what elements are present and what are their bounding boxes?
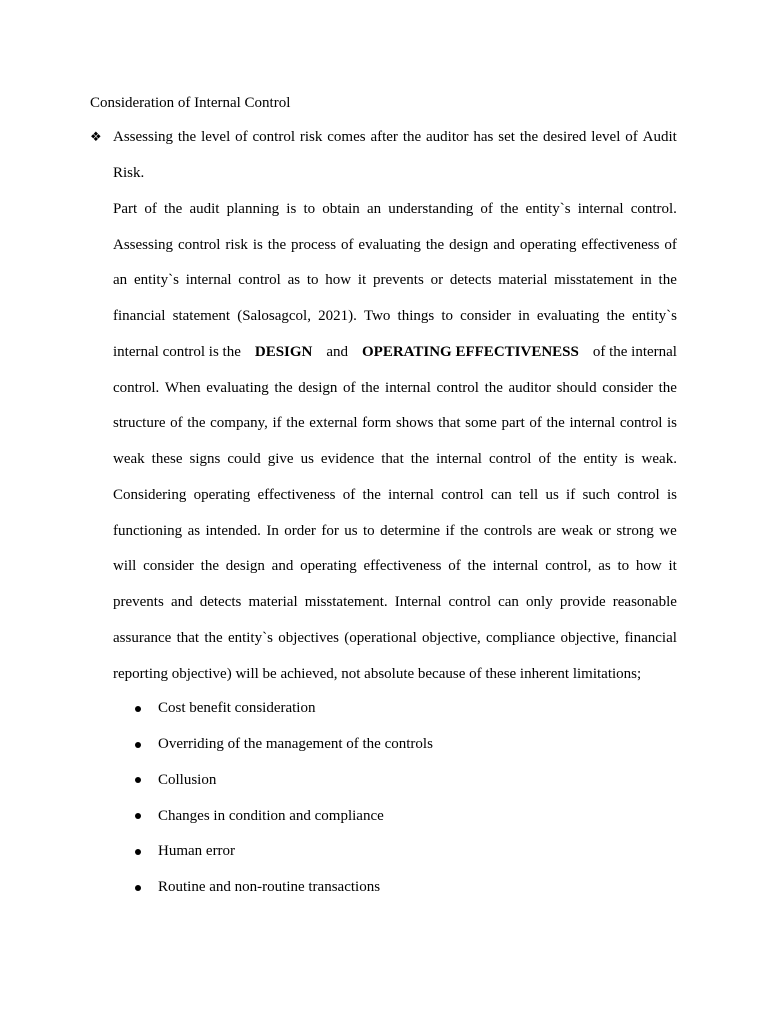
- word: that: [176, 629, 200, 646]
- word: operating: [300, 558, 357, 575]
- paragraph-line: [113, 370, 677, 406]
- word: process: [291, 236, 337, 253]
- paragraph-line: [113, 192, 677, 228]
- word: is: [252, 236, 263, 253]
- word: weak.: [641, 451, 677, 468]
- word: effectiveness: [257, 486, 336, 503]
- word: of: [235, 129, 248, 146]
- bold-emphasis-line: [113, 335, 677, 371]
- word: (operational: [344, 629, 417, 646]
- word: internal: [385, 379, 431, 396]
- word: Assessing: [113, 129, 174, 146]
- word: design: [449, 236, 489, 253]
- word: we: [659, 522, 677, 539]
- word: of: [664, 236, 677, 253]
- word: give: [267, 451, 294, 468]
- word: design: [225, 558, 265, 575]
- word: are: [537, 522, 556, 539]
- word: financial: [113, 308, 166, 325]
- word: the: [658, 272, 677, 289]
- list-item-text: Collusion: [158, 771, 217, 788]
- word: control: [448, 594, 491, 611]
- word: as: [598, 558, 611, 575]
- word: the: [410, 451, 430, 468]
- word: an: [366, 200, 382, 217]
- paragraph-line: [113, 513, 677, 549]
- word: the: [267, 236, 287, 253]
- paragraph-line: [113, 549, 677, 585]
- list-item: [113, 798, 633, 834]
- list-item-text: Cost benefit consideration: [158, 700, 316, 717]
- word: of: [170, 415, 183, 432]
- word: to: [303, 200, 316, 217]
- word: internal: [388, 486, 434, 503]
- word: or: [430, 272, 444, 289]
- bold-line-middle: and: [326, 343, 349, 360]
- word: reasonable: [612, 594, 677, 611]
- diamond-bullet-icon: ❖: [90, 130, 102, 145]
- word: material: [248, 594, 298, 611]
- word: could: [227, 451, 261, 468]
- word: consider: [460, 308, 511, 325]
- list-item: [113, 763, 633, 799]
- word: of: [144, 200, 157, 217]
- word: the: [177, 129, 197, 146]
- paragraph-line: [113, 227, 677, 263]
- word: Part: [113, 200, 138, 217]
- word: the: [187, 415, 206, 432]
- word: for: [321, 522, 339, 539]
- word: auditor: [426, 129, 469, 146]
- word: set: [498, 129, 515, 146]
- word: intended.: [205, 522, 261, 539]
- word: entity`s: [525, 200, 571, 217]
- word: risk: [299, 129, 323, 146]
- word: internal: [436, 451, 482, 468]
- word: it: [668, 558, 677, 575]
- paragraph-line: [113, 299, 677, 335]
- word: such: [582, 486, 610, 503]
- paragraph-line: [113, 263, 677, 299]
- word: to: [306, 272, 319, 289]
- word: the: [606, 308, 625, 325]
- word: In: [266, 522, 279, 539]
- word: the: [484, 379, 503, 396]
- word: entity: [583, 451, 618, 468]
- word: financial: [624, 629, 677, 646]
- word: the: [425, 236, 445, 253]
- bullet-dot-icon: [135, 849, 141, 855]
- paragraph-line: [113, 442, 677, 478]
- word: has: [473, 129, 494, 146]
- bullet-dot-icon: [135, 777, 141, 783]
- word: control: [238, 272, 281, 289]
- word: the: [163, 200, 183, 217]
- word: (Salosagcol,: [237, 308, 311, 325]
- paragraph-last-line: [113, 656, 677, 692]
- word: level: [591, 129, 621, 146]
- word: misstatement: [554, 272, 634, 289]
- word: control.: [113, 379, 160, 396]
- word: the: [402, 129, 422, 146]
- word: control: [252, 129, 295, 146]
- word: objectives: [278, 629, 340, 646]
- word: weak: [113, 451, 145, 468]
- word: desired: [543, 129, 587, 146]
- word: design: [298, 379, 338, 396]
- word: understanding: [388, 200, 474, 217]
- list-item-text: Overriding of the management of the controls: [158, 736, 433, 753]
- paragraph-line: [113, 585, 677, 621]
- word: tell: [519, 486, 539, 503]
- word: effectiveness: [363, 558, 442, 575]
- list-item: [113, 691, 633, 727]
- bold-line-after: of the internal: [592, 343, 677, 360]
- word: detects: [449, 272, 492, 289]
- list-item-text: Changes in condition and compliance: [158, 807, 384, 824]
- word: as: [287, 272, 301, 289]
- bullet-dot-icon: [135, 706, 141, 712]
- word: that: [438, 415, 461, 432]
- word: can: [498, 594, 519, 611]
- word: strong: [616, 522, 654, 539]
- word: of: [480, 200, 493, 217]
- word: after: [370, 129, 398, 146]
- word: the: [519, 129, 539, 146]
- word: is: [666, 486, 677, 503]
- word: planning: [226, 200, 280, 217]
- word: in: [640, 272, 652, 289]
- word: internal: [492, 558, 539, 575]
- word: control: [619, 415, 663, 432]
- word: When: [164, 379, 201, 396]
- word: the: [460, 522, 479, 539]
- word: how: [325, 272, 352, 289]
- word: Audit: [642, 129, 677, 146]
- word: risk: [225, 236, 248, 253]
- word: is: [624, 451, 635, 468]
- word: control: [617, 486, 660, 503]
- word: control: [177, 236, 221, 253]
- word: control,: [545, 558, 592, 575]
- bullet-dot-icon: [135, 885, 141, 891]
- word: form: [362, 415, 392, 432]
- word: compliance: [486, 629, 556, 646]
- bullet-dot-icon: [135, 742, 141, 748]
- limitations-list: [113, 691, 633, 906]
- word: structure: [113, 415, 166, 432]
- intro-line-2: [113, 156, 677, 192]
- word: misstatement.: [304, 594, 388, 611]
- word: in: [518, 308, 530, 325]
- word: the: [500, 200, 519, 217]
- word: 2021).: [318, 308, 357, 325]
- word: controls: [483, 522, 533, 539]
- word: Assessing: [113, 236, 174, 253]
- word: control: [488, 451, 532, 468]
- word: the: [546, 415, 565, 432]
- word: functioning: [113, 522, 183, 539]
- word: how: [635, 558, 662, 575]
- list-item: [113, 834, 633, 870]
- operating-effectiveness-bold-text: OPERATING EFFECTIVENESS: [362, 343, 579, 360]
- word: of: [625, 129, 638, 146]
- word: Two: [363, 308, 391, 325]
- word: audit: [189, 200, 220, 217]
- word: and: [493, 236, 515, 253]
- word: and: [170, 594, 193, 611]
- word: things: [397, 308, 435, 325]
- word: control: [436, 379, 479, 396]
- word: to: [441, 308, 454, 325]
- word: entity`s: [133, 272, 179, 289]
- word: us: [545, 486, 559, 503]
- word: to: [617, 558, 630, 575]
- word: of: [538, 451, 551, 468]
- word: auditor: [508, 379, 551, 396]
- word: objective,: [560, 629, 620, 646]
- word: if: [566, 486, 576, 503]
- word: provide: [559, 594, 606, 611]
- word: of: [448, 558, 461, 575]
- word: level: [201, 129, 231, 146]
- word: internal: [569, 415, 616, 432]
- word: Internal: [394, 594, 442, 611]
- word: internal: [185, 272, 232, 289]
- word: the: [286, 415, 305, 432]
- word: the: [362, 486, 381, 503]
- word: evaluating: [206, 379, 269, 396]
- word: the: [200, 558, 219, 575]
- paragraph-last-line-text: reporting objective) will be achieved, not absolute because of these inherent limitations;: [113, 665, 642, 682]
- word: us: [300, 451, 314, 468]
- bullet-dot-icon: [135, 813, 141, 819]
- word: that: [381, 451, 404, 468]
- paragraph-line: [113, 406, 677, 442]
- paragraph-line: [113, 478, 677, 514]
- word: part: [501, 415, 525, 432]
- word: entity`s: [227, 629, 273, 646]
- word: only: [526, 594, 553, 611]
- word: is: [666, 415, 677, 432]
- word: consider: [143, 558, 194, 575]
- word: the: [658, 379, 677, 396]
- list-item-text: Routine and non-routine transactions: [158, 879, 381, 896]
- word: determine: [380, 522, 441, 539]
- word: objective,: [422, 629, 481, 646]
- word: it: [357, 272, 367, 289]
- word: operating: [519, 236, 577, 253]
- word: to: [363, 522, 375, 539]
- word: the: [467, 558, 486, 575]
- word: assurance: [113, 629, 172, 646]
- paragraph-line: [113, 621, 677, 657]
- word: effectiveness: [581, 236, 660, 253]
- word: of: [340, 236, 354, 253]
- word: can: [490, 486, 512, 503]
- intro-line-1: [113, 120, 677, 156]
- word: of: [343, 379, 356, 396]
- design-bold-text: DESIGN: [254, 343, 313, 360]
- intro-line-2-text: Risk.: [113, 165, 145, 182]
- word: these: [151, 451, 183, 468]
- word: if: [445, 522, 455, 539]
- word: entity`s: [631, 308, 677, 325]
- word: obtain: [322, 200, 360, 217]
- word: internal: [577, 200, 624, 217]
- word: evidence: [320, 451, 375, 468]
- word: external: [309, 415, 358, 432]
- word: detects: [199, 594, 242, 611]
- word: the: [557, 451, 577, 468]
- word: comes: [327, 129, 366, 146]
- word: evaluating: [536, 308, 600, 325]
- word: Considering: [113, 486, 187, 503]
- word: operating: [193, 486, 251, 503]
- word: of: [529, 415, 542, 432]
- word: material: [498, 272, 548, 289]
- word: consider: [602, 379, 654, 396]
- list-item-text: Human error: [158, 843, 236, 860]
- word: weak: [561, 522, 593, 539]
- word: the: [361, 379, 380, 396]
- list-item: [113, 727, 633, 763]
- word: prevents: [372, 272, 424, 289]
- word: the: [274, 379, 293, 396]
- word: should: [556, 379, 597, 396]
- word: if: [272, 415, 282, 432]
- word: some: [465, 415, 497, 432]
- list-item: [113, 870, 633, 906]
- body-text-block: [113, 120, 677, 692]
- word: prevents: [113, 594, 164, 611]
- word: the: [204, 629, 223, 646]
- word: will: [113, 558, 137, 575]
- bold-line-before: internal control is the: [113, 343, 241, 360]
- word: company,: [210, 415, 268, 432]
- word: order: [284, 522, 316, 539]
- word: or: [598, 522, 611, 539]
- word: statement: [172, 308, 231, 325]
- word: an: [113, 272, 128, 289]
- word: us: [344, 522, 358, 539]
- word: evaluating: [358, 236, 421, 253]
- word: as: [187, 522, 201, 539]
- word: is: [286, 200, 297, 217]
- word: control: [441, 486, 484, 503]
- word: signs: [189, 451, 221, 468]
- section-heading: Consideration of Internal Control: [90, 95, 291, 111]
- word: and: [271, 558, 294, 575]
- word: control.: [630, 200, 677, 217]
- word: of: [342, 486, 356, 503]
- word: shows: [395, 415, 434, 432]
